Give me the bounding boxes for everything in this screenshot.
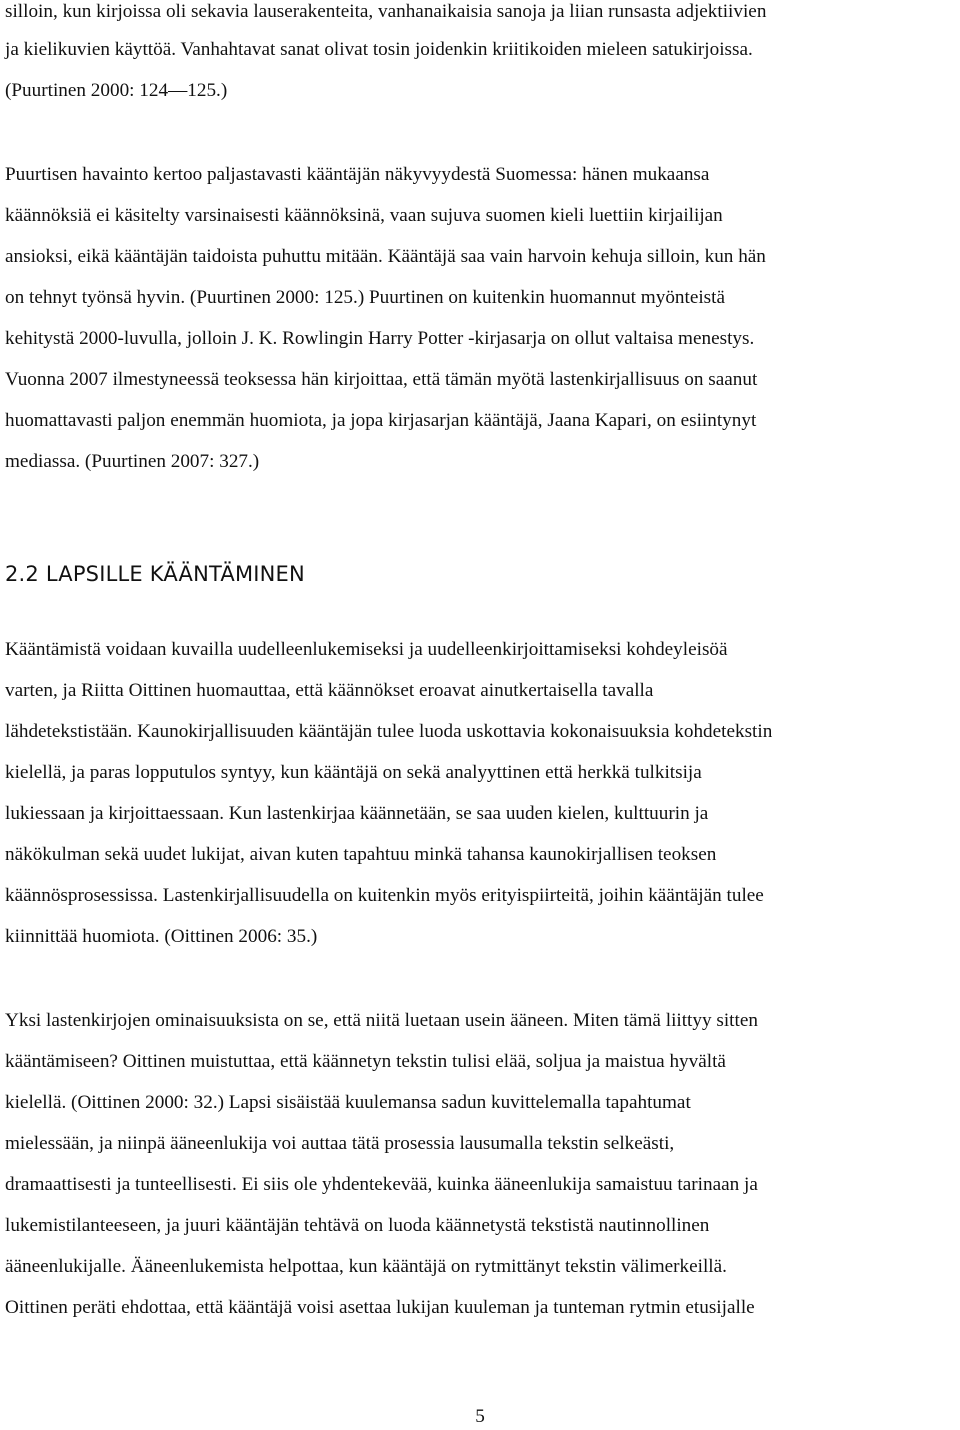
text-line: kielellä, ja paras lopputulos syntyy, kun kääntäjä on sekä analyyttinen että herkkä tulkitsija xyxy=(5,762,702,783)
text-line: käännöksiä ei käsitelty varsinaisesti käännöksinä, vaan sujuva suomen kieli luettiin kirjailijan xyxy=(5,205,723,226)
text-line: ansioksi, eikä kääntäjän taidoista puhuttu mitään. Kääntäjä saa vain harvoin kehuja silloin, kun hän xyxy=(5,246,766,267)
text-line: Kääntämistä voidaan kuvailla uudelleenlukemiseksi ja uudelleenkirjoittamiseksi kohdeyleisöä xyxy=(5,639,728,660)
text-line: kehitystä 2000-luvulla, jolloin J. K. Rowlingin Harry Potter -kirjasarja on ollut valtaisa menestys. xyxy=(5,328,755,349)
text-line: varten, ja Riitta Oittinen huomauttaa, että käännökset eroavat ainutkertaisella tavalla xyxy=(5,680,654,701)
text-line: mediassa. (Puurtinen 2007: 327.) xyxy=(5,451,260,472)
text-line: kielellä. (Oittinen 2000: 32.) Lapsi sisäistää kuulemansa sadun kuvittelemalla tapahtumat xyxy=(5,1092,691,1113)
text-line: Puurtisen havainto kertoo paljastavasti kääntäjän näkyvyydestä Suomessa: hänen mukaansa xyxy=(5,164,710,185)
text-line: huomattavasti paljon enemmän huomiota, ja jopa kirjasarjan kääntäjä, Jaana Kapari, on esiintynyt xyxy=(5,410,757,431)
text-line: Vuonna 2007 ilmestyneessä teoksessa hän kirjoittaa, että tämän myötä lastenkirjallisuus on saanut xyxy=(5,369,758,390)
text-line: dramaattisesti ja tunteellisesti. Ei siis ole yhdentekevää, kuinka ääneenlukija samaistuu tarinaan ja xyxy=(5,1174,758,1195)
text-line: lähdetekstistään. Kaunokirjallisuuden kääntäjän tulee luoda uskottavia kokonaisuuksia kohdetekstin xyxy=(5,721,773,742)
text-line: kääntämiseen? Oittinen muistuttaa, että käännetyn tekstin tulisi elää, soljua ja maistua hyvältä xyxy=(5,1051,726,1072)
text-line: kiinnittää huomiota. (Oittinen 2006: 35.) xyxy=(5,926,318,947)
text-line: Oittinen peräti ehdottaa, että kääntäjä voisi asettaa lukijan kuuleman ja tunteman rytmin etusijalle xyxy=(5,1297,755,1318)
text-line: (Puurtinen 2000: 124—125.) xyxy=(5,80,228,101)
text-line: ja kielikuvien käyttöä. Vanhahtavat sanat olivat tosin joidenkin kriitikoiden mieleen satukirjoissa. xyxy=(5,39,753,60)
text-line: silloin, kun kirjoissa oli sekavia lauserakenteita, vanhanaikaisia sanoja ja liian runsasta adjektiivien xyxy=(5,1,767,22)
text-line: käännösprosessissa. Lastenkirjallisuudella on kuitenkin myös erityispiirteitä, joihin kääntäjän tulee xyxy=(5,885,764,906)
text-line: lukiessaan ja kirjoittaessaan. Kun lastenkirjaa käännetään, se saa uuden kielen, kulttuurin ja xyxy=(5,803,709,824)
text-line: Yksi lastenkirjojen ominaisuuksista on se, että niitä luetaan usein ääneen. Miten tämä liittyy sitten xyxy=(5,1010,758,1031)
section-heading: 2.2 LAPSILLE KÄÄNTÄMINEN xyxy=(5,562,305,586)
page-number: 5 xyxy=(475,1406,485,1427)
text-line: näkökulman sekä uudet lukijat, aivan kuten tapahtuu minkä tahansa kaunokirjallisen teoksen xyxy=(5,844,717,865)
text-line: lukemistilanteeseen, ja juuri kääntäjän tehtävä on luoda käännetystä tekstistä nautinnollinen xyxy=(5,1215,710,1236)
text-line: mielessään, ja niinpä ääneenlukija voi auttaa tätä prosessia lausumalla tekstin selkeästi, xyxy=(5,1133,675,1154)
text-line: ääneenlukijalle. Ääneenlukemista helpottaa, kun kääntäjä on rytmittänyt tekstin välimerkeillä. xyxy=(5,1256,727,1277)
text-line: on tehnyt työnsä hyvin. (Puurtinen 2000: 125.) Puurtinen on kuitenkin huomannut myönteistä xyxy=(5,287,725,308)
